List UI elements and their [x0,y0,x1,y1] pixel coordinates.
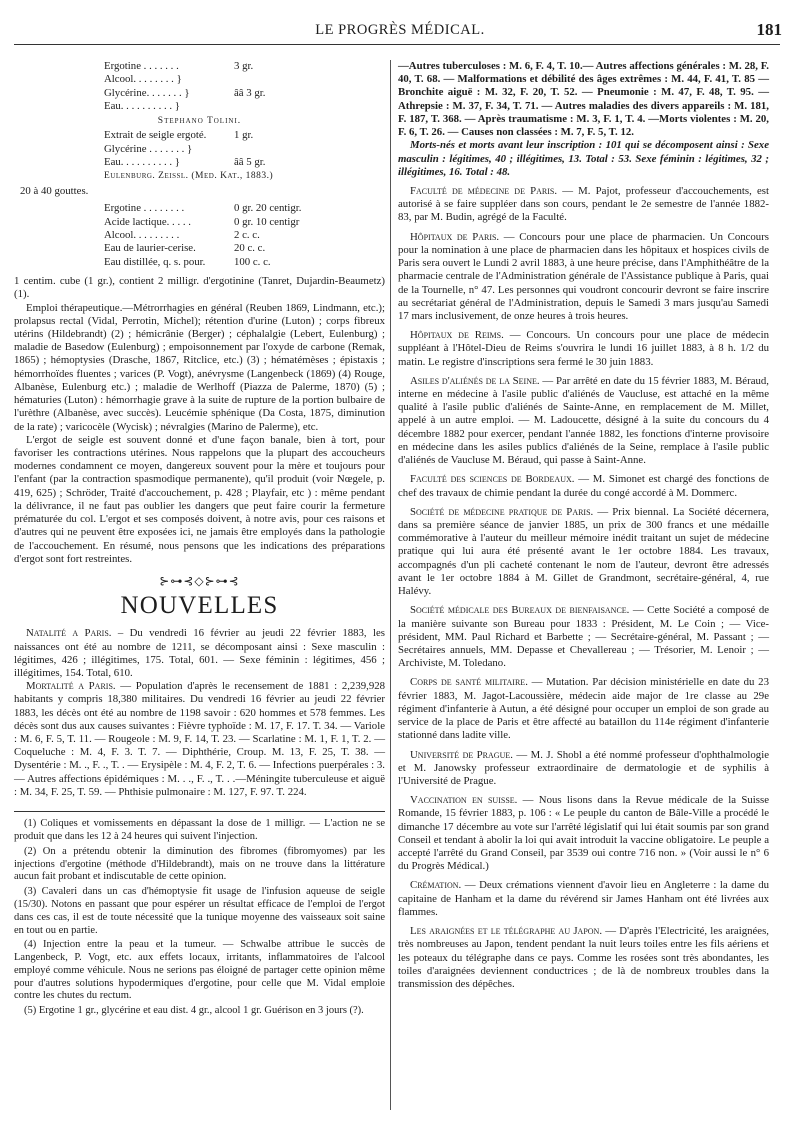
prescription-2 [104,129,385,169]
footnote: (1) Coliques et vomissements en dépassant la dose de 1 milligr. — L'action ne se produit que dans les 12 à 24 heures qui suivent l'injection. [14,818,385,842]
news-item-label: Natalité a Paris. [26,627,112,640]
news-item-text: — Mutation. Par décision ministérielle en date du 23 février 1883, M. Jagot-Lacoussière, médecin aide major de 1re classe au 29e régiment d'infanterie à Autun, a été désigné pour occuper un emploi de son grade au service de la place de Paris et être affecté au bataillon du 114e régiment d'infanterie stationné dans ladite ville. [398,676,769,742]
news-item-text: — Deux crémations viennent d'avoir lieu en Angleterre : la dame du capitaine de Hanham et la dame du révérend sir James Hanham ont été livrées aux flammes. [398,879,769,918]
section-heading: NOUVELLES [120,591,279,619]
paragraph: 1 centim. cube (1 gr.), contient 2 milligr. d'ergotinine (Tanret, Dujardin-Beaumetz) (1). [14,275,385,301]
header-rule [14,44,780,45]
news-item-label: Société médicale des Bureaux de bienfaisance. [410,604,630,617]
paragraph: L'ergot de seigle est souvent donné et d'une façon banale, bien à tort, pour favoriser les contractions utérines. Nous rappelons que la plupart des accoucheurs modernes condamnent ce moyen, dangereux souvent pour la mère et toujours pour l'enfant (par la contraction spasmodique permanente), qu'il produit (voir Nœgele, p. 419, 625) ; Schröder, Traité d'accouchement, p. 428 ; Playfair, etc ) : même pendant la délivrance, il ne faut pas oublier les dangers que peut faire courir la fermeture prématurée du col. L'ergot et ses composés doivent, à notre avis, pour ces raisons et d'autres qui ne peuvent être exposées ici, ne jamais être employés dans la pathologie de l'accouchement. En résumé, nous pensons que les indications des préparations d'ergot sont fort restreintes. [14,433,385,565]
ornament-divider: ⊱⊶⊰◇⊱⊶⊰ [159,573,240,588]
news-item [398,794,769,873]
news-item-text: — Prix biennal. La Société décernera, dans sa première séance de janvier 1885, un prix de 300 francs et une médaille commémorative à l'auteur du meilleur mémoire inédit traitant un sujet de médecine pratique qui lui aura été présenté avant le 1er octobre 1884. Les travaux, accompagnés d'un pli cacheté contenant le nom de l'auteur, devront être adressés avant le 1er octobre 1884 à M. Gillet de Grandmont, secrétaire-général, 4, rue Halévy. [398,505,769,598]
news-item-label: Université de Prague. [410,748,513,761]
footnote: (3) Cavaleri dans un cas d'hémoptysie fit usage de l'infusion aqueuse de seigle (15/30). Notons en passant que pour espérer un résultat efficace de l'emploi de l'ergot dans ces cas, il est de toute nécessité que la tunique moyenne des vaisseaux soit saine en tout ou en partie. [14,886,385,936]
news-item-label: Crémation. [410,879,462,892]
news-item [398,185,769,225]
news-item [398,749,769,789]
news-item-label: Hôpitaux de Reims. [410,329,504,342]
news-item-label: Faculté de médecine de Paris. [410,184,558,197]
left-column [14,60,385,1020]
footnote: (5) Ergotine 1 gr., glycérine et eau dist. 4 gr., alcool 1 gr. Guérison en 3 jours (?). [24,1005,364,1017]
rx-line: Eau. . . . . . . . . . } [104,100,180,113]
right-column [398,60,769,991]
news-item [398,473,769,499]
news-item [398,506,769,599]
rx-line: Eau de laurier-cerise. 20 c. c. [104,242,266,255]
stillbirths: Morts-nés et morts avant leur inscription : 101 qui se décomposent ainsi : Sexe masculin : légitimes, 40 ; illégitimes, 13. Total : 53. Sexe féminin : légitimes, 32 ; illégitimes, 16. Total : 48. [398,139,769,178]
running-title: LE PROGRÈS MÉDICAL. [315,22,485,38]
news-item-label: Hôpitaux de Paris. [410,230,500,243]
prescription-author: Eulenburg. Zeissl. (Med. Kat., 1883.) [104,171,274,182]
footnote-rule [14,811,385,812]
news-item-text: — M. Simonet est chargé des fonctions de chef des travaux de chimie pendant la durée du congé accordé à M. Dommerc. [398,473,769,499]
footnote: (4) Injection entre la peau et la tumeur. — Schwalbe attribue le succès de Langenbeck, P. Vogt, etc. aux effets locaux, irritants, inflammatoires de l'alcool employé comme véhicule. Nous ne serions pas éloigné de partager cette opinion même pour d'autres solutions hypodermiques d'ergotine, pour celle que M. Vidal emploie contre les chutes du rectum. [14,939,385,1002]
rx-line: Ergotine . . . . . . . . 0 gr. 20 centigr. [104,202,302,215]
news-item-text: — M. Pajot, professeur d'accouchements, est autorisé à se faire suppléer dans son cours, pendant le 2e semestre de l'année 1882-83, par M. Budin, agrégé de la Faculté. [398,184,769,224]
news-item [398,604,769,670]
news-item-text: — Population d'après le recensement de 1881 : 2,239,928 habitants y compris 18,380 militaires. Du vendredi 16 février au jeudi 22 février 1883, les décès ont été au nombre de 1198 savoir : 620 hommes et 578 femmes. Les décès sont dus aux causes suivantes : Fièvre typhoïde : M. 17, F. 17. T. 34. — Variole : M. 6, F. 5, T. 11. — Rougeole : M. 9, F. 14, T. 23. — Scarlatine : M. 1, F. 1, T. 2. — Coqueluche : M. 4, F. 3. T. 7. — Diphthérie, Croup. M. 13, F. 25, T. 38. — Dysentérie : M. ., F. ., T. . — Erysipèle : M. 4, F. 2, T. 6. — Infections puerpérales : 3. — Autres affections épidémiques : M. . ., F. ., T. . .—Méningite tuberculeuse et aiguë : M. 34, F. 25, T. 59. — Phthisie pulmonaire : M. 127, F. 97. T. 224. [14,680,386,798]
news-item [14,680,385,799]
news-item-text: — Concours. Un concours pour une place de médecin suppléant à l'Hôtel-Dieu de Reims s'ouvrira le lundi 16 juillet 1883, à 8 h. 1/2 du matin. Le registre d'inscriptions sera fermé le 30 juin 1883. [398,329,769,368]
news-item [398,375,769,468]
rx-line: Acide lactique. . . . . 0 gr. 10 centigr [104,215,300,228]
news-item-label: Faculté des sciences de Bordeaux. [410,473,575,486]
rx-line: Eau. . . . . . . . . . } ââ 5 gr. [104,155,266,168]
prescription-3 [104,202,385,269]
page-number: 181 [756,20,782,39]
news-item-label: Société de médecine pratique de Paris. [410,505,594,518]
news-item-text: — Nous lisons dans la Revue médicale de la Suisse Romande, 15 février 1883, p. 106 : « Le peuple du canton de Bâle-Ville a procédé le dimanche 17 décembre au vote sur l'arrêté législatif qui lui était soumis par son grand Conseil et tendant à abolir la loi qui avait introduit la vaccine obligatoire. Le peuple a accepté l'arrêté du Grand Conseil, par 3539 oui contre 716 non. » (Voir aussi le n° 6 du Progrès Médical.) [398,794,770,873]
dosage-note: 20 à 40 gouttes. [20,184,89,197]
mortality-continued: —Autres tuberculoses : M. 6, F. 4, T. 10.— Autres affections générales : M. 28, F. 40, T. 68. — Malformations et débilité des âges extrêmes : M. 44, F. 41, T. 85 —Bronchite aiguë : M. 32, F. 20, T. 52. — Pneumonie : M. 47, F. 48, T. 95. — Athrepsie : M. 37, F. 34, T. 71. — Autres maladies des divers appareils : M. 181, F. 187, T. 368. — Après traumatisme : M. 3, F. 1, T. 4. —Morts violentes : M. 20, F. 6, T. 26. — Causes non classées : M. 7, F. 5, T. 12. [398,60,769,139]
page-header [14,22,786,44]
news-item-text: – Du vendredi 16 février au jeudi 22 février 1883, les naissances ont été au nombre de 1211, se décomposant ainsi : Sexe masculin : légitimes, 426 ; illégitimes, 175. Total, 601. — Sexe féminin : légitimes, 456 ; illégitimes, 154. Total, 610. [14,627,385,679]
footnotes [14,818,385,1018]
rx-line: Extrait de seigle ergoté. 1 gr. [104,129,254,142]
news-item [398,925,769,991]
footnote: (2) On a prétendu obtenir la diminution des fibromes (fibromyomes) par les injections d'ergotine (méthode d'Hildebrandt), mais on ne trouve dans la littérature aucun fait probant et indiscutable de cette opinion. [14,845,385,883]
news-item-label: Mortalité a Paris. [26,680,116,693]
rx-line: Ergotine . . . . . . . 3 gr. [104,60,254,72]
news-item [398,676,769,742]
news-item [14,627,385,680]
news-item-label: Les araignées et le télégraphe au Japon. [410,925,603,938]
news-item-text: — Par arrêté en date du 15 février 1883, M. Béraud, interne en médecine à l'asile public d'aliénés de Vaucluse, est attaché en la même qualité à l'asile public d'aliénés de Sainte-Anne, en remplacement de M. Millet, appelé à un autre emploi. — M. Ladoucette, désigné à la suite du concours du 4 décembre 1882 pour exercer, pendant l'année 1882, les fonctions d'interne provisoire en médecine dans les asiles publics d'aliénés de la Seine, remplace à l'asile public d'aliénés de Vaucluse M. Béraud, qui passe à Saint-Anne. [398,374,769,467]
prescription-author: Stephano Tolini. [157,115,242,126]
rx-line: Alcool. . . . . . . . . 2 c. c. [104,228,260,241]
news-item-text: — Cette Société a composé de la manière suivante son Bureau pour 1833 : Président, M. Le Coin ; — Vice-président, MM. Paul Richard et Barbette ; — Secrétaire-général, M. Passant ; — Secrétaires annuels, MM. Depasse et Chevallereau ; — Trésorier, M. Lenoir ; — Archiviste, M. Toledano. [398,604,770,670]
news-item [398,329,769,369]
prescription-1 [104,60,385,114]
news-item [398,879,769,919]
news-item-label: Vaccination en suisse. [410,794,518,807]
news-item-text: — M. J. Shobl a été nommé professeur d'ophthalmologie et M. Janowsky professeur extraordinaire de dermatologie et de syphilis à l'Université de Prague. [398,748,770,787]
news-item-text: — D'après l'Electricité, les araignées, très nombreuses au Japon, tendent pendant la nuit leurs toiles entre les fils aériens et les poteaux du télégraphe dans ce pays. Comme les rosées sont très abondantes, les toiles d'araignées deviennent conductrices ; de là de nombreux troubles dans la transmission des dépêches. [398,925,769,990]
rx-line: Glycérine . . . . . . . } [104,142,193,155]
column-divider [390,60,391,1110]
news-item-text: — Concours pour une place de pharmacien. Un Concours pour la nomination à une place de pharmacien dans les hôpitaux et hospices civils de Paris sera ouvert le Lundi 2 avril 1883, à une heure précise, dans l'Amphithéâtre de la pharmacie centrale de l'Administration générale de l'Assistance publique à Paris, quai de la Tournelle, n° 47. Les personnes qui voudront concourir devront se faire inscrire au secrétariat général de l'Administration, depuis le Samedi 3 mars jusqu'au Samedi 17 mars inclusivement, de onze heures à trois heures. [398,230,769,322]
rx-line: Eau distillée, q. s. pour. 100 c. c. [104,255,271,268]
news-item [398,231,769,324]
news-item-label: Corps de santé militaire. [410,676,528,689]
paragraph: Emploi thérapeutique.—Métrorrhagies en général (Reuben 1869, Lindmann, etc.); prolapsus rectal (Vidal, Perrotin, Michel); rétention d'urine (Luton) ; corps fibreux utérins (Hildebrandt) (2) ; hémicrânie (Berger) ; céphalalgie (Lebert, Eulenburg) ; maladie de Basedow (Eulenburg) ; empoisonnement par l'oxyde de carbone (Remak, 1865) ; hémoptysies (Drasche, 1867, Ritclice, etc.) (3) ; hématémèses ; épistaxis ; hémorrhoïdes fluentes ; varices (P. Vogt), anévrysme (Langenbeck (1869) (4) Rouge, Albanèse, Eulenburg etc.) ; maladie de Werlhoff (Piazza de Palerme, 1870) (5) ; hématuries (Luton) : hémorrhagie grave à la suite de rupture de la portion bulbaire de l'urèthre (Albanèse, avec succès). Leucémie sphénique (Da Costa, 1875, diminution de la rate) ; varicocèle (Wycisk) ; névralgies (Marino de Palerme), etc. [14,301,385,433]
rx-line: Alcool. . . . . . . . } [104,73,182,86]
news-item-label: Asiles d'aliénés de la Seine. [410,374,540,387]
rx-line: Glycérine. . . . . . . } ââ 3 gr. [104,86,266,99]
